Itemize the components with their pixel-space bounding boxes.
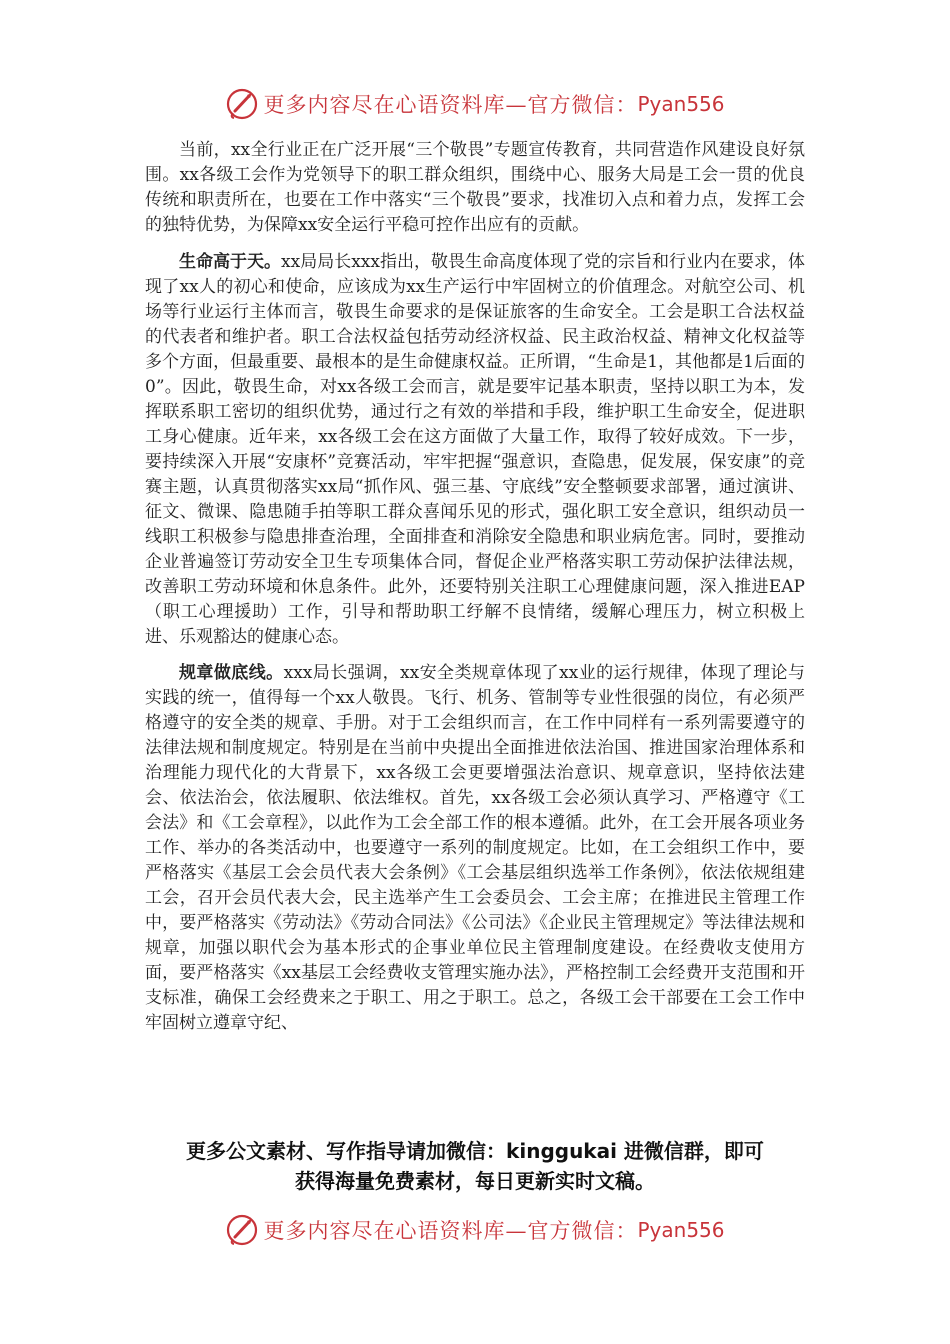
watermark-text: 更多内容尽在心语资料库—官方微信： xyxy=(263,1219,638,1243)
promo-banner xyxy=(135,1136,815,1196)
promo-line-2: 获得海量免费素材，每日更新实时文稿。 xyxy=(295,1169,655,1193)
paragraph-intro xyxy=(145,138,805,238)
paragraph-rules xyxy=(145,661,805,1036)
pen-heart-logo-icon xyxy=(225,1213,259,1247)
footer-watermark xyxy=(0,1210,950,1250)
paragraph-text: xx局局长xxx指出，敬畏生命高度体现了党的宗旨和行业内在要求，体现了xx人的初心和使命，应该成为xx生产运行中牢固树立的价值理念。对航空公司、机场等行业运行主体而言，敬畏生命要求的是保证旅客的生命安全。工会是职工合法权益的代表者和维护者。职工合法权益包括劳动经济权益、民主政治权益、精神文化权益等多个方面，但最重要、最根本的是生命健康权益。正所谓，“生命是1，其他都是1后面的0”。因此，敬畏生命，对xx各级工会而言，就是要牢记基本职责，坚持以职工为本，发挥联系职工密切的组织优势，通过行之有效的举措和手段，维护职工生命安全，促进职工身心健康。近年来，xx各级工会在这方面做了大量工作，取得了较好成效。下一步，要持续深入开展“安康杯”竞赛活动，牢牢把握“强意识，查隐患，促发展，保安康”的竞赛主题，认真贯彻落实xx局“抓作风、强三基、守底线”安全整顿要求部署，通过演讲、征文、微课、隐患随手拍等职工群众喜闻乐见的形式，强化职工安全意识，组织动员一线职工积极参与隐患排查治理，全面排查和消除安全隐患和职业病危害。同时，要推动企业普遍签订劳动安全卫生专项集体合同，督促企业严格落实职工劳动保护法律法规，改善职工劳动环境和休息条件。此外，还要特别关注职工心理健康问题，深入推进EAP（职工心理援助）工作，引导和帮助职工纾解不良情绪，缓解心理压力，树立积极上进、乐观豁达的健康心态。 xyxy=(145,252,806,647)
watermark-text: 更多内容尽在心语资料库—官方微信： xyxy=(263,93,638,117)
pen-heart-logo-icon xyxy=(225,87,259,121)
paragraph-text: xxx局长强调，xx安全类规章体现了xx业的运行规律，体现了理论与实践的统一，值得每一个xx人敬畏。飞行、机务、管制等专业性很强的岗位，有必须严格遵守的安全类的规章、手册。对于工会组织而言，在工作中同样有一系列需要遵守的法律法规和制度规定。特别是在当前中央提出全面推进依法治国、推进国家治理体系和治理能力现代化的大背景下，xx各级工会更要增强法治意识、规章意识，坚持依法建会、依法治会，依法履职、依法维权。首先，xx各级工会必须认真学习、严格遵守《工会法》和《工会章程》，以此作为工会全部工作的根本遵循。此外，在工会开展各项业务工作、举办的各类活动中，也要遵守一系列的制度规定。比如，在工会组织工作中，要严格落实《基层工会会员代表大会条例》《工会基层组织选举工作条例》，依法依规组建工会，召开会员代表大会，民主选举产生工会委员会、工会主席；在推进民主管理工作中，要严格落实《劳动法》《劳动合同法》《公司法》《企业民主管理规定》等法律法规和规章，加强以职代会为基本形式的企事业单位民主管理制度建设。在经费收支使用方面，要严格落实《xx基层工会经费收支管理实施办法》，严格控制工会经费开支范围和开支标准，确保工会经费来之于职工、用之于职工。总之，各级工会干部要在工会工作中牢固树立遵章守纪、 xyxy=(145,663,805,1033)
paragraph-lead: 规章做底线。 xyxy=(179,663,284,683)
article-body xyxy=(145,138,805,1047)
promo-line-1: 更多公文素材、写作指导请加微信：kinggukai 进微信群，即可 xyxy=(186,1139,764,1163)
paragraph-lead: 生命高于天。 xyxy=(179,252,282,272)
header-watermark xyxy=(0,84,950,124)
paragraph-life xyxy=(145,250,805,650)
paragraph-text: 当前，xx全行业正在广泛开展“三个敬畏”专题宣传教育，共同营造作风建设良好氛围。xx各级工会作为党领导下的职工群众组织，围绕中心、服务大局是工会一贯的优良传统和职责所在，也要在工作中落实“三个敬畏”要求，找准切入点和着力点，发挥工会的独特优势，为保障xx安全运行平稳可控作出应有的贡献。 xyxy=(145,140,805,235)
watermark-wechat-id: Pyan556 xyxy=(637,92,725,116)
watermark-wechat-id: Pyan556 xyxy=(637,1218,725,1242)
